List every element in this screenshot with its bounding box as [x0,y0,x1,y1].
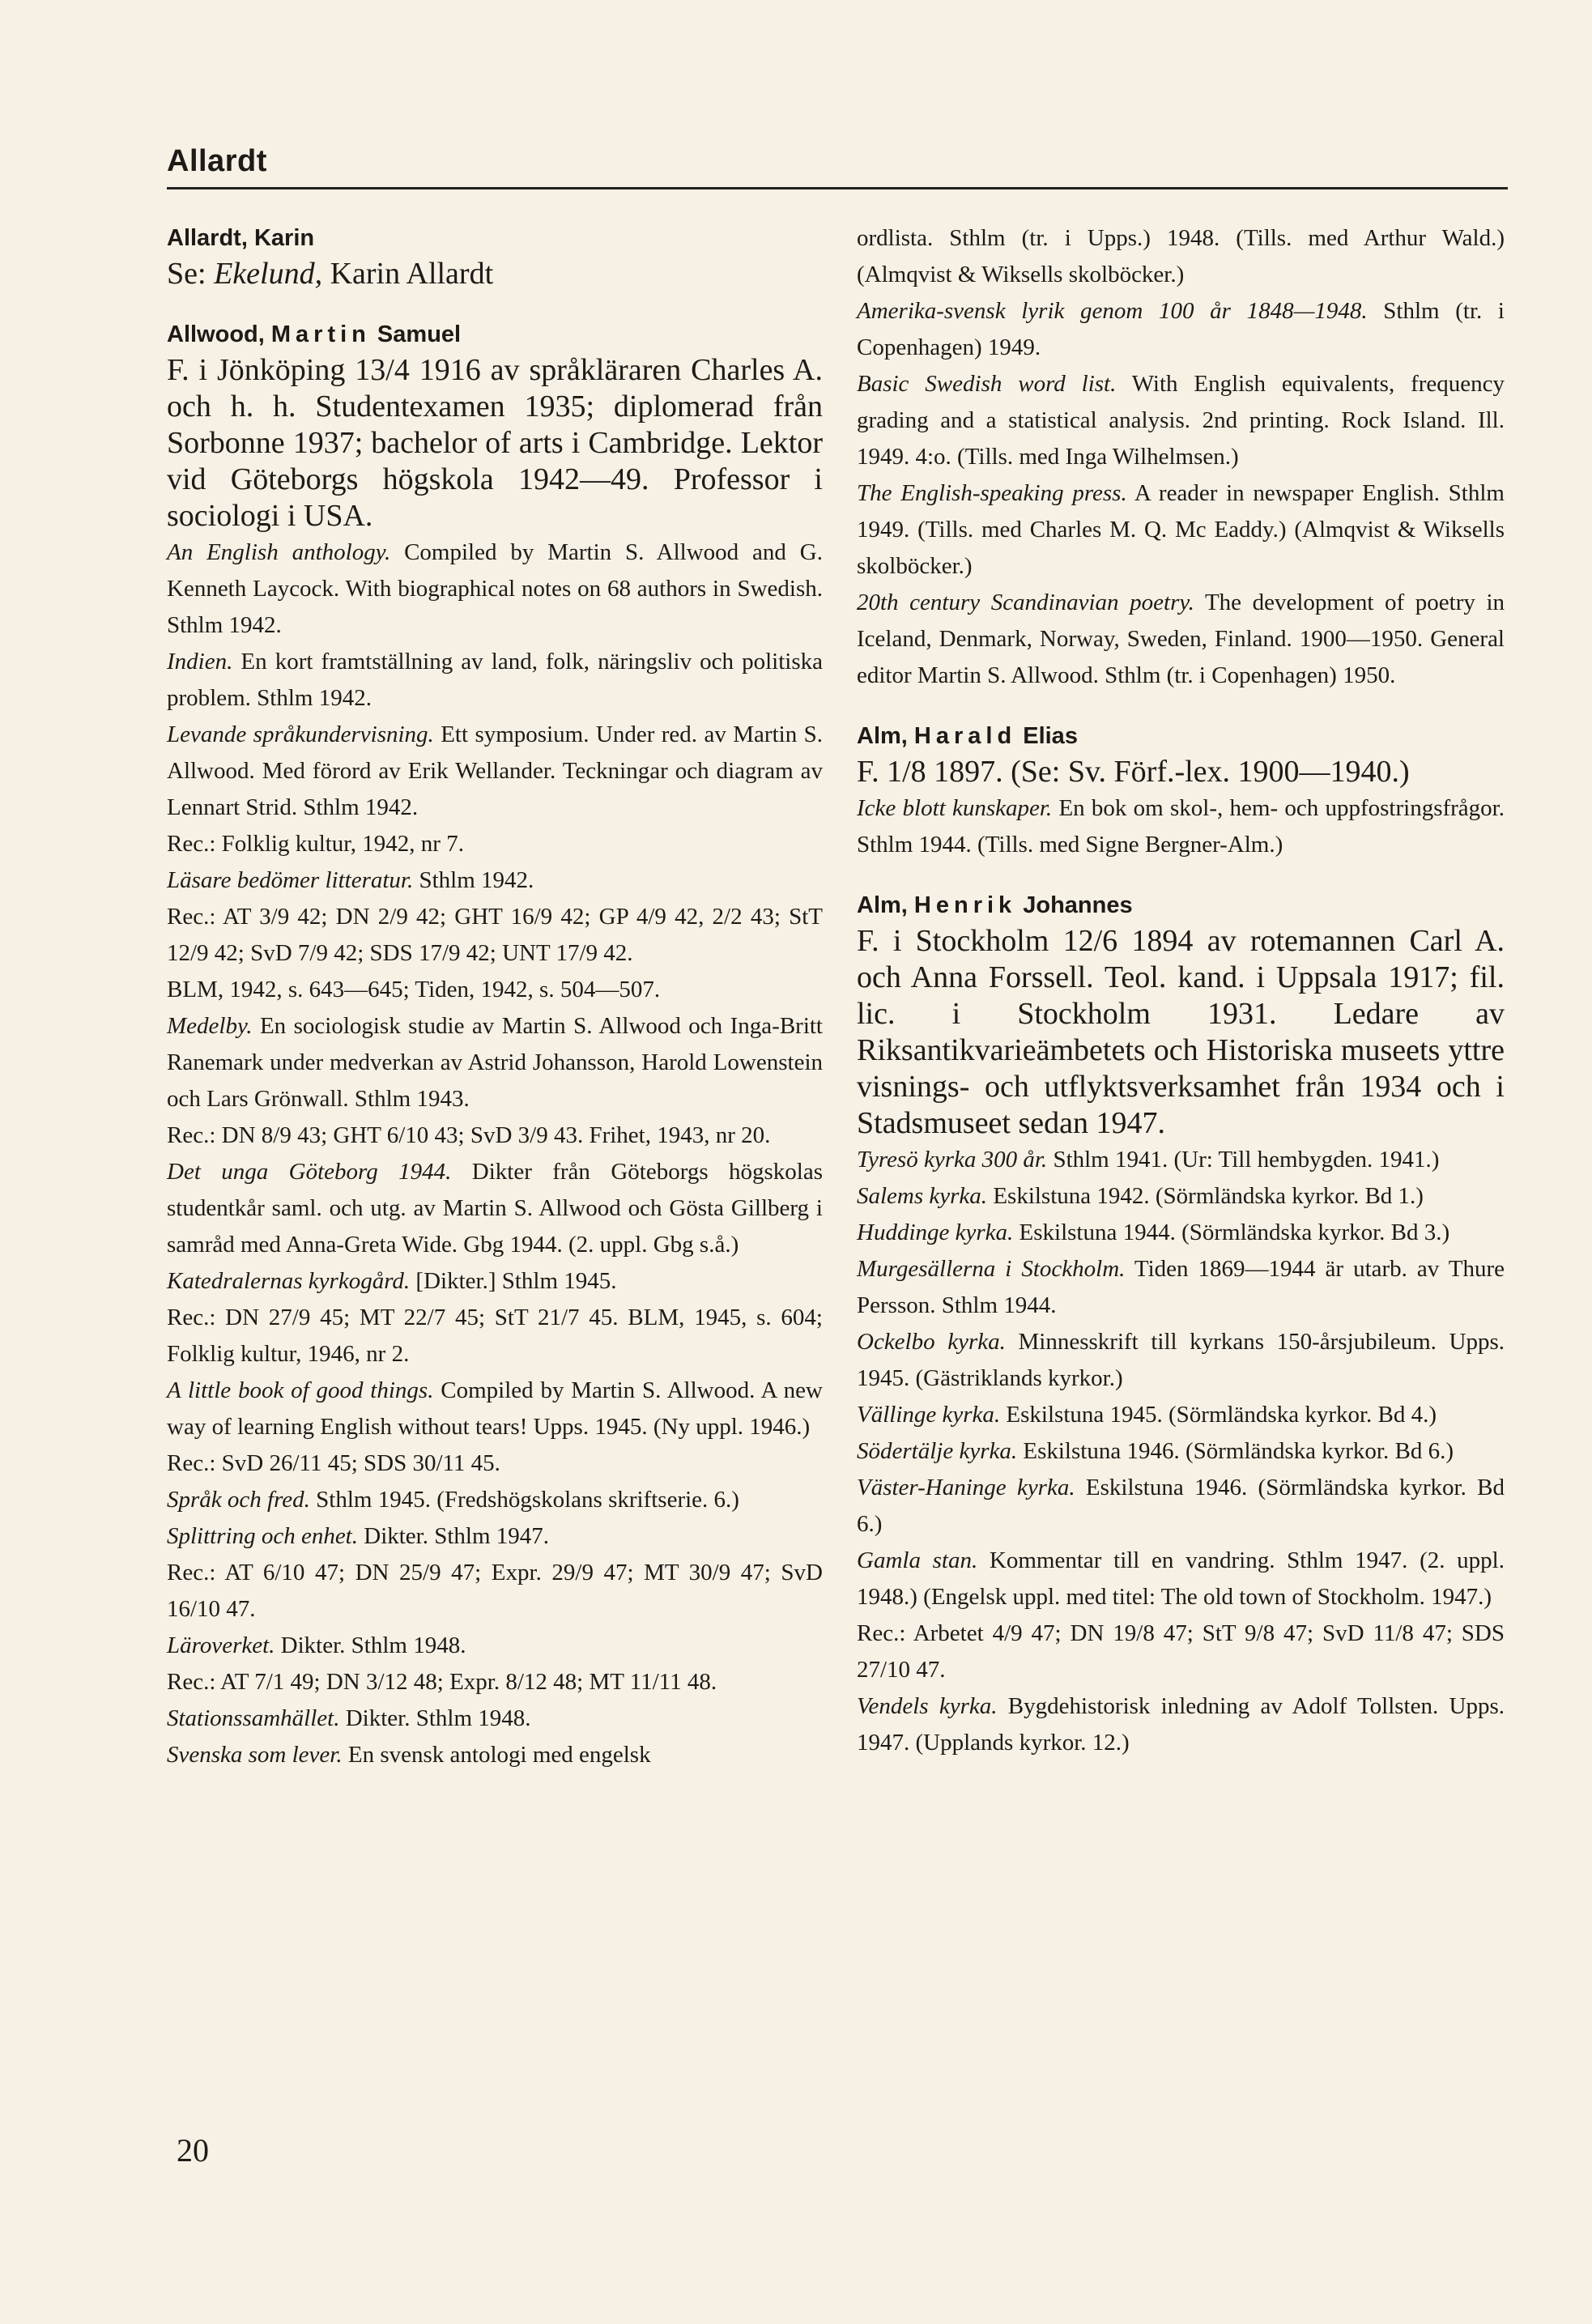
bibliography-item [857,1543,1505,1615]
bibliography-item [167,1154,823,1263]
item-details: Dikter. Sthlm 1948. [275,1632,466,1658]
bibliography-item [167,534,823,644]
item-details: Dikter från Göteborgs högskolas studentkår saml. och utg. av Martin S. Allwood och Gösta Gillberg i samråd med Anna-Greta Wide. Gbg 1944. (2. uppl. Gbg s.å.) [167,1159,823,1258]
author-surname: Alm, [857,892,914,918]
author-heading [857,718,1505,754]
item-details: BLM, 1942, s. 643—645; Tiden, 1942, s. 504—507. [167,977,661,1002]
review-citation [167,899,823,972]
work-title: Södertälje kyrka. [857,1438,1018,1464]
item-details: En bok om skol-, hem- och uppfostringsfrågor. Sthlm 1944. (Tills. med Signe Bergner-Alm.) [857,795,1505,858]
item-details: Kommentar till en vandring. Sthlm 1947. (2. uppl. 1948.) (Engelsk uppl. med titel: The old town of Stockholm. 1947.) [857,1547,1505,1610]
bibliography-item [167,1263,823,1300]
item-details: ordlista. Sthlm (tr. i Upps.) 1948. (Tills. med Arthur Wald.) (Almqvist & Wiksells skolböcker.) [857,225,1505,287]
item-details: En sociologisk studie av Martin S. Allwood och Inga-Britt Ranemark under medverkan av Astrid Johansson, Harold Lowenstein och Lars Grönwall. Sthlm 1943. [167,1013,823,1112]
item-details: En kort framtställning av land, folk, näringsliv och politiska problem. Sthlm 1942. [167,649,823,711]
bibliography-item [857,1142,1505,1178]
item-details: Rec.: Arbetet 4/9 47; DN 19/8 47; StT 9/8 47; SvD 11/8 47; SDS 27/10 47. [857,1620,1505,1683]
bibliography-item [857,1470,1505,1543]
work-title: Gamla stan. [857,1547,978,1573]
review-citation [167,1300,823,1373]
author-biography: F. i Jönköping 13/4 1916 av språkläraren Charles A. och h. h. Studentexamen 1935; diplomerad från Sorbonne 1937; bachelor of arts i Cambridge. Lektor vid Göteborgs högskola 1942—49. Professor i sociologi i USA. [167,353,823,533]
see-rest: Karin Allardt [322,257,494,291]
work-title: Splittring och enhet. [167,1523,358,1549]
item-details: Rec.: SvD 26/11 45; SDS 30/11 45. [167,1450,500,1476]
review-citation [857,1615,1505,1688]
left-column [167,220,823,1798]
item-details: Minnesskrift till kyrkans 150-årsjubileum. Upps. 1945. (Gästriklands kyrkor.) [857,1329,1505,1391]
right-column [857,220,1505,1786]
bibliography-item [857,1251,1505,1324]
work-title: Icke blott kunskaper. [857,795,1053,821]
work-title: Murgesällerna i Stockholm. [857,1256,1126,1282]
author-heading [167,317,823,352]
item-details: Rec.: AT 7/1 49; DN 3/12 48; Expr. 8/12 48; MT 11/11 48. [167,1669,717,1695]
item-details: Compiled by Martin S. Allwood. A new way of learning English without tears! Upps. 1945. (Ny uppl. 1946.) [167,1377,823,1440]
header-rule [167,187,1508,189]
see-label: Se: [167,257,215,291]
work-title: Huddinge kyrka. [857,1219,1014,1245]
author-surname: Allwood, [167,321,271,347]
review-citation [167,1664,823,1700]
bibliography-item [857,1215,1505,1251]
work-title: Vällinge kyrka. [857,1402,1001,1428]
work-title: Vendels kyrka. [857,1693,998,1719]
work-title: The English-speaking press. [857,480,1127,506]
item-details: Dikter. Sthlm 1947. [358,1523,550,1549]
item-details: Eskilstuna 1944. (Sörmländska kyrkor. Bd 3.) [1013,1219,1450,1245]
work-title: Tyresö kyrka 300 år. [857,1147,1048,1173]
item-details: En svensk antologi med engelsk [342,1742,651,1768]
bibliography-item [167,717,823,826]
author-biography: F. 1/8 1897. (Se: Sv. Förf.-lex. 1900—1940.) [857,755,1410,789]
bibliography-item [167,862,823,899]
work-title: Indien. [167,649,233,675]
work-title: Katedralernas kyrkogård. [167,1268,411,1294]
review-citation [167,972,823,1008]
item-details: Sthlm 1941. (Ur: Till hembygden. 1941.) [1047,1147,1440,1173]
bibliography-item [167,1628,823,1664]
bibliography-item [857,1178,1505,1215]
work-title: Stationssamhället. [167,1705,340,1731]
author-entry [167,317,823,1773]
item-details: Eskilstuna 1946. (Sörmländska kyrkor. Bd 6.) [1017,1438,1454,1464]
item-details: Bygdehistorisk inledning av Adolf Tollsten. Upps. 1947. (Upplands kyrkor. 12.) [857,1693,1505,1756]
item-details: A reader in newspaper English. Sthlm 1949. (Tills. med Charles M. Q. Mc Eaddy.) (Almqvist & Wiksells skolböcker.) [857,480,1505,579]
review-citation [167,826,823,862]
item-details: Eskilstuna 1942. (Sörmländska kyrkor. Bd 1.) [987,1183,1424,1209]
author-given-name: Henrik [913,892,1017,918]
author-entry [857,718,1505,863]
work-title: Medelby. [167,1013,253,1039]
author-given-name: Harald [913,723,1017,749]
author-heading [857,887,1505,923]
work-title: Väster-Haninge kyrka. [857,1475,1075,1500]
bibliography-item [857,1688,1505,1761]
bibliography-item [857,366,1505,475]
item-details: Dikter. Sthlm 1948. [339,1705,531,1731]
work-title: A little book of good things. [167,1377,434,1403]
item-details: Tiden 1869—1944 är utarb. av Thure Persson. Sthlm 1944. [857,1256,1505,1318]
item-details: [Dikter.] Sthlm 1945. [410,1268,617,1294]
work-title: Amerika-svensk lyrik genom 100 år 1848—1948. [857,298,1368,324]
see-reference [167,256,823,292]
work-title: Svenska som lever. [167,1742,343,1768]
bibliography-item [167,644,823,717]
bibliography-item [167,1373,823,1445]
bibliography-item [167,1737,823,1773]
author-middle-name: Samuel [370,321,462,347]
work-title: Det unga Göteborg 1944. [167,1159,452,1185]
bibliography-item [167,1700,823,1737]
author-middle-name: Elias [1016,723,1078,749]
review-citation [167,1117,823,1154]
item-details: The development of poetry in Iceland, Denmark, Norway, Sweden, Finland. 1900—1950. General editor Martin S. Allwood. Sthlm (tr. i Copenhagen) 1950. [857,590,1505,688]
bibliography-item [857,790,1505,863]
bibliography-item [857,475,1505,585]
work-title: Basic Swedish word list. [857,371,1117,397]
item-details: Compiled by Martin S. Allwood and G. Kenneth Laycock. With biographical notes on 68 authors in Swedish. Sthlm 1942. [167,539,823,638]
author-biography: F. i Stockholm 12/6 1894 av rotemannen Carl A. och Anna Forssell. Teol. kand. i Uppsala 1917; fil. lic. i Stockholm 1931. Ledare av Riksantikvarieämbetets och Historiska museets yttre visnings- och utflyktsverksamhet från 1934 och i Stadsmuseet sedan 1947. [857,924,1505,1140]
item-details: Rec.: DN 8/9 43; GHT 6/10 43; SvD 3/9 43. Frihet, 1943, nr 20. [167,1122,771,1148]
work-title: 20th century Scandinavian poetry. [857,590,1194,615]
work-title: An English anthology. [167,539,391,565]
item-details: Rec.: AT 6/10 47; DN 25/9 47; Expr. 29/9 47; MT 30/9 47; SvD 16/10 47. [167,1560,823,1622]
item-details: Sthlm 1945. (Fredshögskolans skriftserie. 6.) [309,1487,739,1513]
item-details: Eskilstuna 1946. (Sörmländska kyrkor. Bd 6.) [857,1475,1505,1537]
item-details: With English equivalents, frequency grading and a statistical analysis. 2nd printing. Rock Island. Ill. 1949. 4:o. (Tills. med Inga Wilhelmsen.) [857,371,1505,470]
item-details: Ett symposium. Under red. av Martin S. Allwood. Med förord av Erik Wellander. Teckningar och diagram av Lennart Strid. Sthlm 1942. [167,721,823,820]
author-given-name: Martin [270,321,371,347]
item-details: Rec.: DN 27/9 45; MT 22/7 45; StT 21/7 45. BLM, 1945, s. 604; Folklig kultur, 1946, nr 2. [167,1305,823,1367]
item-details: Rec.: AT 3/9 42; DN 2/9 42; GHT 16/9 42; GP 4/9 42, 2/2 43; StT 12/9 42; SvD 7/9 42; SDS 17/9 42; UNT 17/9 42. [167,904,823,966]
author-entry [857,887,1505,1761]
work-title: Levande språkundervisning. [167,721,434,747]
review-citation [167,1445,823,1482]
item-details: Sthlm 1942. [413,867,534,893]
bibliography-item [857,1324,1505,1397]
work-title: Språk och fred. [167,1487,310,1513]
bibliography-item [857,585,1505,694]
item-details: Eskilstuna 1945. (Sörmländska kyrkor. Bd 4.) [1000,1402,1437,1428]
bibliography-item [167,1008,823,1117]
author-entry [167,220,823,292]
bibliography-item [857,1433,1505,1470]
bibliography-item [167,1518,823,1555]
see-name: Ekelund, [214,257,323,291]
author-middle-name: Johannes [1016,892,1133,918]
page-number: 20 [177,2132,209,2169]
author-entry [857,220,1505,694]
item-details: Sthlm (tr. i Copenhagen) 1949. [857,298,1505,360]
work-title: Ockelbo kyrka. [857,1329,1006,1355]
bibliography-item [857,293,1505,366]
work-title: Salems kyrka. [857,1183,988,1209]
author-surname: Alm, [857,723,914,749]
work-title: Läroverket. [167,1632,275,1658]
review-citation [167,1555,823,1628]
bibliography-item [857,1397,1505,1433]
work-title: Läsare bedömer litteratur. [167,867,414,893]
author-heading: Allardt, Karin [167,225,315,251]
bibliography-item [167,1482,823,1518]
running-head: Allardt [167,144,267,178]
item-details: Rec.: Folklig kultur, 1942, nr 7. [167,831,464,857]
review-citation [857,220,1505,293]
